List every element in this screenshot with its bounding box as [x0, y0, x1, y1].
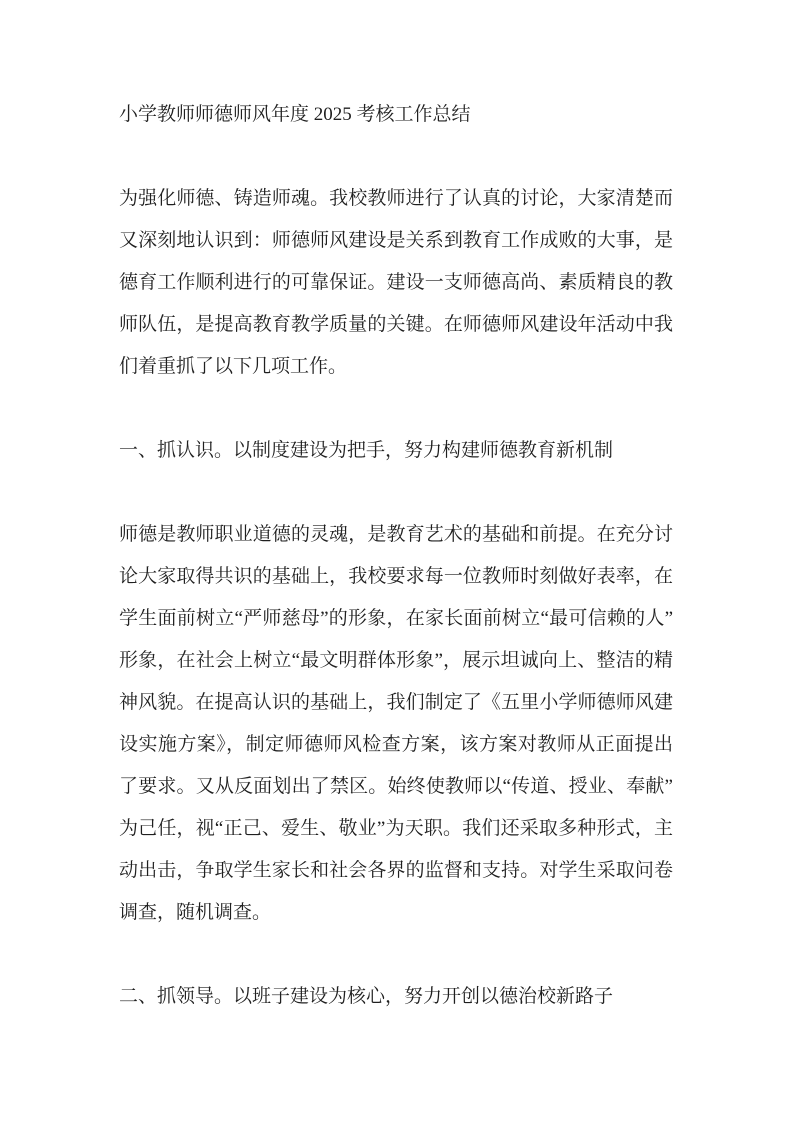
section-1-heading: 一、抓认识。以制度建设为把手，努力构建师德教育新机制 — [119, 440, 614, 461]
intro-paragraph: 为强化师德、铸造师魂。我校教师进行了认真的讨论，大家清楚而又深刻地认识到：师德师风建设是关系到教育工作成败的大事，是德育工作顺利进行的可靠保证。建设一支师德高尚、素质精良的教师队伍，是提高教育教学质量的关键。在师德师风建设年活动中我们着重抓了以下几项工作。 — [119, 188, 673, 377]
document-title: 小学教师师德师风年度 2025 考核工作总结 — [119, 104, 471, 125]
section-1-body: 师德是教师职业道德的灵魂，是教育艺术的基础和前提。在充分讨论大家取得共识的基础上，我校要求每一位教师时刻做好表率，在学生面前树立“严师慈母”的形象，在家长面前树立“最可信赖的人”形象，在社会上树立“最文明群体形象”，展示坦诚向上、整洁的精神风貌。在提高认识的基础上，我们制定了《五里小学师德师风建设实施方案》，制定师德师风检查方案，该方案对教师从正面提出了要求。又从反面划出了禁区。始终使教师以“传道、授业、奉献”为己任，视“正己、爱生、敬业”为天职。我们还采取多种形式，主动出击，争取学生家长和社会各界的监督和支持。对学生采取问卷调查，随机调查。 — [119, 524, 673, 923]
section-2-heading: 二、抓领导。以班子建设为核心，努力开创以德治校新路子 — [119, 986, 614, 1007]
